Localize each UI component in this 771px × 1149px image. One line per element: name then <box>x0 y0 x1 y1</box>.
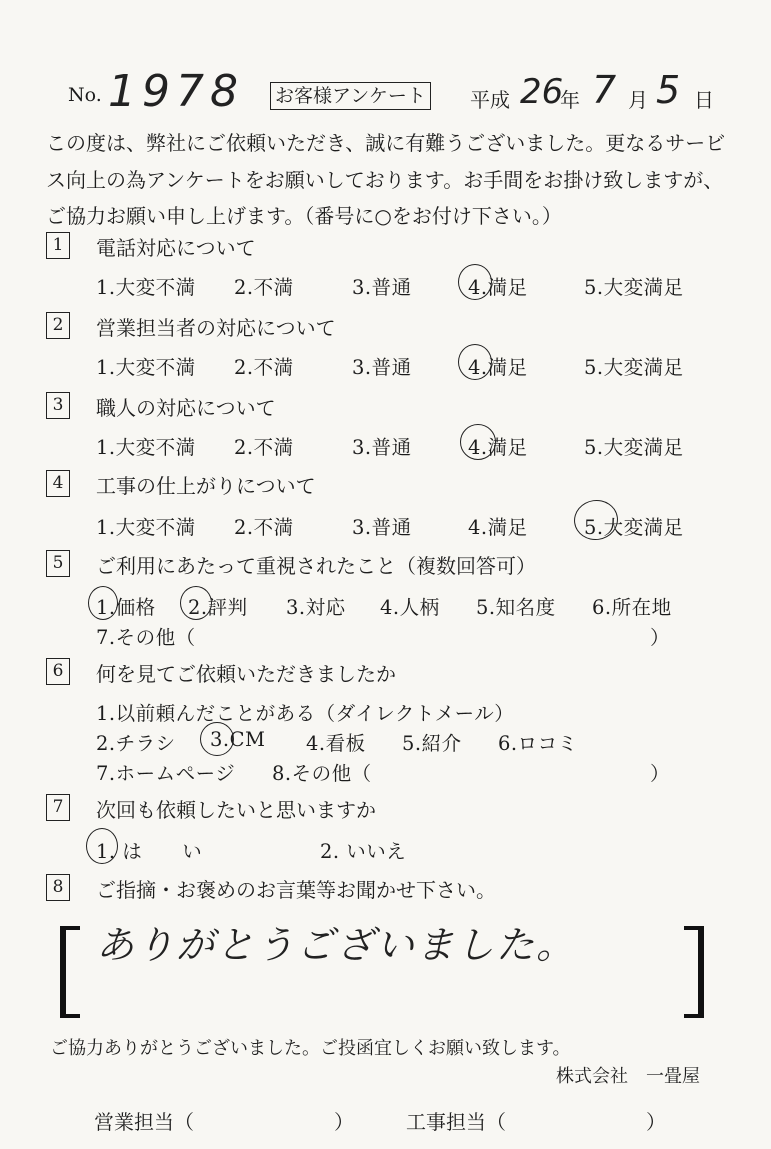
q1-option-3[interactable]: 3.普通 <box>352 276 412 299</box>
question-2-number: 2 <box>46 312 70 339</box>
construction-rep-label: 工事担当（ <box>406 1110 506 1134</box>
q3-option-1[interactable]: 1.大変不満 <box>96 436 196 459</box>
q4-option-2[interactable]: 2.不満 <box>234 516 294 539</box>
q6-option-8[interactable]: 8.その他（ <box>272 762 372 785</box>
survey-number: 1978 <box>108 66 244 117</box>
q3-option-2[interactable]: 2.不満 <box>234 436 294 459</box>
q6-option-5[interactable]: 5.紹介 <box>402 732 462 755</box>
day-value: 5 <box>656 68 681 112</box>
q1-option-1[interactable]: 1.大変不満 <box>96 276 196 299</box>
question-7-number: 7 <box>46 794 70 821</box>
q2-option-2[interactable]: 2.不満 <box>234 356 294 379</box>
q6-option-4[interactable]: 4.看板 <box>306 732 366 755</box>
q5-option-7-close: ） <box>650 626 671 649</box>
sales-rep-close: ） <box>334 1110 354 1134</box>
question-3-text: 職人の対応について <box>96 396 276 420</box>
intro-line-3: ご協力お願い申し上げます。（番号に○をお付け下さい。） <box>46 204 562 228</box>
question-8-text: ご指摘・お褒めのお言葉等お聞かせ下さい。 <box>96 878 496 902</box>
year-suffix: 年 <box>560 88 580 112</box>
comment-bracket-left <box>60 926 80 1018</box>
q5-option-7[interactable]: 7.その他（ <box>96 626 196 649</box>
question-4-number: 4 <box>46 470 70 497</box>
q3-selection-circle <box>460 424 496 460</box>
q6-option-3[interactable]: 3.CM <box>210 728 266 751</box>
construction-rep-field[interactable] <box>520 1104 640 1130</box>
q4-option-5[interactable]: 5.大変満足 <box>584 516 684 539</box>
thanks-text: ご協力ありがとうございました。ご投函宜しくお願い致します。 <box>50 1038 571 1059</box>
year-value: 26 <box>520 72 564 112</box>
q5-selection-circle-1 <box>88 586 118 620</box>
q2-option-5[interactable]: 5.大変満足 <box>584 356 684 379</box>
question-6-text: 何を見てご依頼いただきましたか <box>96 662 396 686</box>
question-1-number: 1 <box>46 232 70 259</box>
q1-option-2[interactable]: 2.不満 <box>234 276 294 299</box>
q2-option-3[interactable]: 3.普通 <box>352 356 412 379</box>
question-5-number: 5 <box>46 550 70 577</box>
q1-option-5[interactable]: 5.大変満足 <box>584 276 684 299</box>
question-6-number: 6 <box>46 658 70 685</box>
q2-selection-circle <box>458 344 492 380</box>
q4-option-4[interactable]: 4.満足 <box>468 516 528 539</box>
q6-selection-circle <box>200 722 234 756</box>
q6-option-2[interactable]: 2.チラシ <box>96 732 176 755</box>
q6-option-8-close: ） <box>650 762 671 785</box>
q5-option-2[interactable]: 2.評判 <box>188 596 248 619</box>
q4-option-3[interactable]: 3.普通 <box>352 516 412 539</box>
no-label: No. <box>68 84 102 106</box>
intro-line-1: この度は、弊社にご依頼いただき、誠に有難うございました。更なるサービ <box>46 131 726 155</box>
q7-selection-circle <box>86 828 118 864</box>
month-suffix: 月 <box>628 88 648 112</box>
q4-option-1[interactable]: 1.大変不満 <box>96 516 196 539</box>
q5-selection-circle-2 <box>180 586 212 620</box>
comment-bracket-right <box>684 926 704 1018</box>
construction-rep-close: ） <box>646 1110 666 1134</box>
q7-option-yes[interactable]: 1. は い <box>96 840 203 863</box>
q6-option-7[interactable]: 7.ホームページ <box>96 762 236 785</box>
intro-line-2: ス向上の為アンケートをお願いしております。お手間をお掛け致しますが、 <box>46 168 724 192</box>
day-suffix: 日 <box>694 88 714 112</box>
q5-option-1[interactable]: 1.価格 <box>96 596 156 619</box>
question-7-text: 次回も依頼したいと思いますか <box>96 798 376 822</box>
company-name: 株式会社 一畳屋 <box>556 1066 700 1087</box>
sales-rep-field[interactable] <box>210 1104 330 1130</box>
question-4-text: 工事の仕上がりについて <box>96 474 316 498</box>
q6-option-1[interactable]: 1.以前頼んだことがある（ダイレクトメール） <box>96 702 515 725</box>
q5-option-5[interactable]: 5.知名度 <box>476 596 556 619</box>
q1-option-4[interactable]: 4.満足 <box>468 276 528 299</box>
q5-option-3[interactable]: 3.対応 <box>286 596 346 619</box>
question-8-number: 8 <box>46 874 70 901</box>
q3-option-4[interactable]: 4.満足 <box>468 436 528 459</box>
q6-option-6[interactable]: 6.ロコミ <box>498 732 578 755</box>
q1-selection-circle <box>458 264 492 300</box>
q3-option-3[interactable]: 3.普通 <box>352 436 412 459</box>
question-5-text: ご利用にあたって重視されたこと（複数回答可） <box>96 554 536 578</box>
q5-option-4[interactable]: 4.人柄 <box>380 596 440 619</box>
question-2-text: 営業担当者の対応について <box>96 316 336 340</box>
q5-option-6[interactable]: 6.所在地 <box>592 596 672 619</box>
month-value: 7 <box>592 68 617 112</box>
era-label: 平成 <box>470 88 510 112</box>
q2-option-1[interactable]: 1.大変不満 <box>96 356 196 379</box>
q3-option-5[interactable]: 5.大変満足 <box>584 436 684 459</box>
comment-text[interactable]: ありがとうございました。 <box>96 923 577 967</box>
q2-option-4[interactable]: 4.満足 <box>468 356 528 379</box>
question-1-text: 電話対応について <box>96 236 256 260</box>
question-3-number: 3 <box>46 392 70 419</box>
q7-option-no[interactable]: 2. いいえ <box>320 840 407 863</box>
survey-title: お客様アンケート <box>270 82 431 110</box>
sales-rep-label: 営業担当（ <box>94 1110 194 1134</box>
